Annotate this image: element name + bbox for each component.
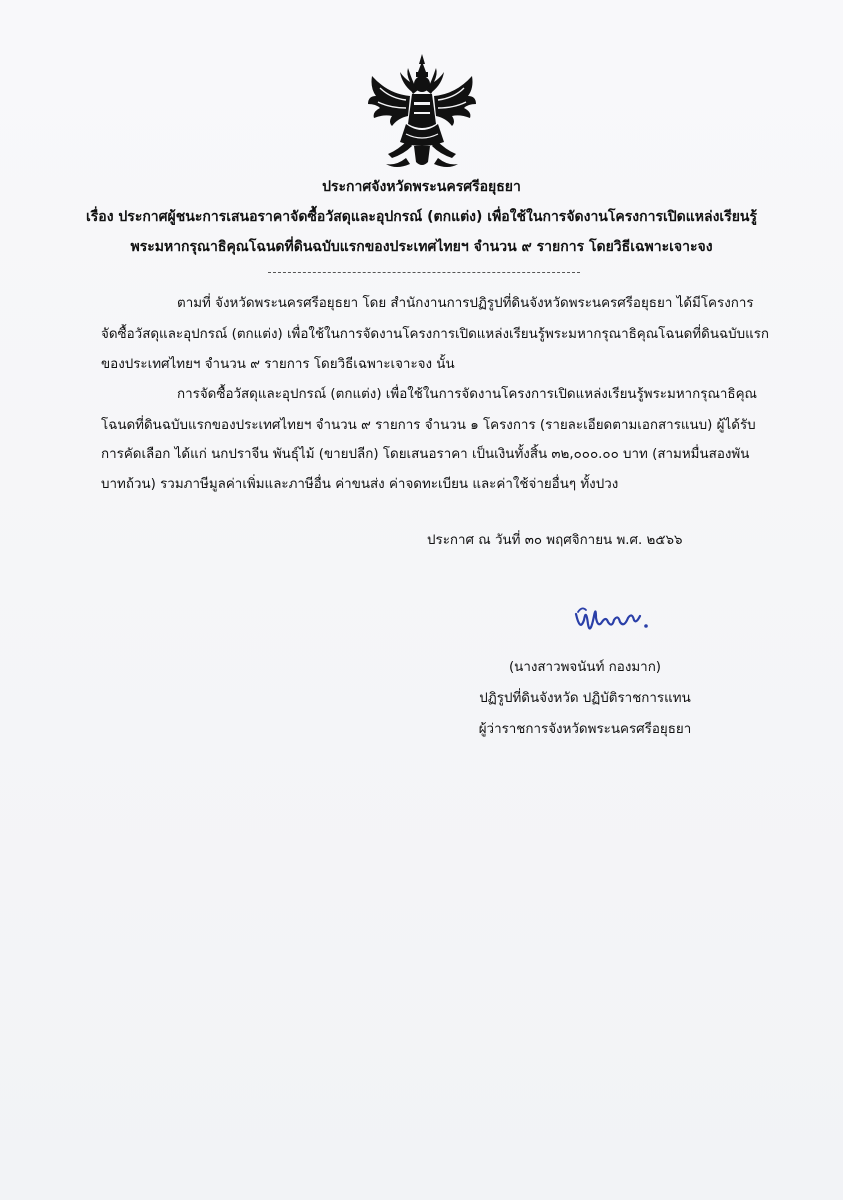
signatory-position-2: ผู้ว่าราชการจังหวัดพระนครศรีอยุธยา	[478, 722, 692, 737]
body-paragraph-2-line-1: การจัดซื้อวัสดุและอุปกรณ์ (ตกแต่ง) เพื่อใช้ในการจัดงานโครงการเปิดแหล่งเรียนรู้พระมหากรุณาธิคุณ	[177, 387, 757, 402]
body-paragraph-1-line-2: จัดซื้อวัสดุและอุปกรณ์ (ตกแต่ง) เพื่อใช้ในการจัดงานโครงการเปิดแหล่งเรียนรู้พระมหากรุณาธิคุณโฉนดที่ดินฉบับแรก	[101, 327, 770, 342]
header-divider	[268, 272, 580, 273]
body-paragraph-2-line-3: การคัดเลือก ได้แก่ นกปราจีน พันธุ์ไม้ (ขายปลีก) โดยเสนอราคา เป็นเงินทั้งสิ้น ๓๒,๐๐๐.๐๐ บาท (สามหมื่นสองพัน	[101, 447, 750, 462]
garuda-emblem-icon	[366, 54, 478, 172]
subject-line-2: พระมหากรุณาธิคุณโฉนดที่ดินฉบับแรกของประเทศไทยฯ จำนวน ๙ รายการ โดยวิธีเฉพาะเจาะจง	[130, 239, 713, 255]
body-paragraph-1-line-1: ตามที่ จังหวัดพระนครศรีอยุธยา โดย สำนักงานการปฏิรูปที่ดินจังหวัดพระนครศรีอยุธยา ได้มีโครงการ	[177, 296, 754, 311]
announcement-date: ประกาศ ณ วันที่ ๓๐ พฤศจิกายน พ.ศ. ๒๕๖๖	[427, 533, 683, 548]
body-paragraph-2-line-2: โฉนดที่ดินฉบับแรกของประเทศไทยฯ จำนวน ๙ รายการ จำนวน ๑ โครงการ (รายละเอียดตามเอกสารแนบ) ผู้ได้รับ	[101, 418, 756, 433]
subject-line-1: เรื่อง ประกาศผู้ชนะการเสนอราคาจัดซื้อวัสดุและอุปกรณ์ (ตกแต่ง) เพื่อใช้ในการจัดงานโครงการเปิดแหล่งเรียนรู้	[85, 209, 758, 225]
body-paragraph-1-line-3: ของประเทศไทยฯ จำนวน ๙ รายการ โดยวิธีเฉพาะเจาะจง นั้น	[101, 357, 455, 372]
signatory-name: (นางสาวพจนันท์ กองมาก)	[508, 660, 662, 675]
signatory-position-1: ปฏิรูปที่ดินจังหวัด ปฏิบัติราชการแทน	[479, 691, 691, 706]
document-title: ประกาศจังหวัดพระนครศรีอยุธยา	[322, 179, 521, 195]
body-paragraph-2-line-4: บาทถ้วน) รวมภาษีมูลค่าเพิ่มและภาษีอื่น ค่าขนส่ง ค่าจดทะเบียน และค่าใช้จ่ายอื่นๆ ทั้งปวง	[101, 477, 619, 492]
handwritten-signature	[572, 598, 652, 638]
